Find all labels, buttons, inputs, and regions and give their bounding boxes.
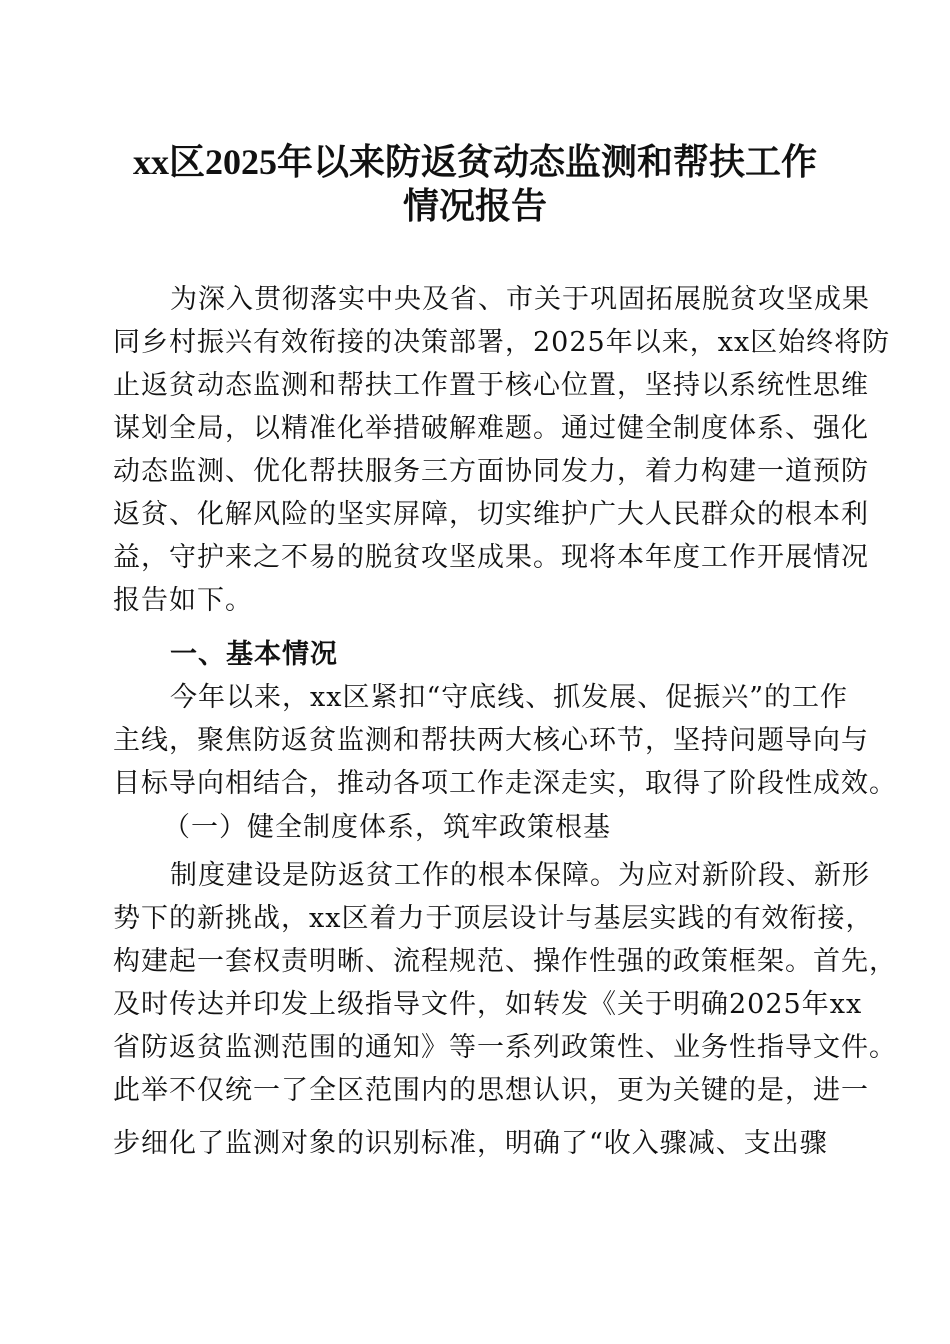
- subsection-heading: （一）健全制度体系，筑牢政策根基: [163, 812, 611, 843]
- text-line: 制度建设是防返贫工作的根本保障。为应对新阶段、新形: [170, 860, 870, 891]
- text-line: 止返贫动态监测和帮扶工作置于核心位置，坚持以系统性思维: [113, 370, 869, 401]
- text-line: 势下的新挑战，xx区着力于顶层设计与基层实践的有效衔接，: [113, 903, 874, 934]
- text-line: 主线，聚焦防返贫监测和帮扶两大核心环节，坚持问题导向与: [113, 725, 869, 756]
- text-line: 同乡村振兴有效衔接的决策部署，2025年以来，xx区始终将防: [113, 327, 891, 358]
- document-title-line-2: 情况报告: [402, 186, 547, 226]
- text-line: 步细化了监测对象的识别标准，明确了“收入骤减、支出骤: [113, 1128, 828, 1159]
- text-line: 此举不仅统一了全区范围内的思想认识，更为关键的是，进一: [113, 1075, 869, 1106]
- text-line: 构建起一套权责明晰、流程规范、操作性强的政策框架。首先，: [113, 946, 897, 977]
- text-line: 今年以来，xx区紧扣“守底线、抓发展、促振兴”的工作: [170, 682, 849, 713]
- text-line: 动态监测、优化帮扶服务三方面协同发力，着力构建一道预防: [113, 456, 869, 487]
- text-line: 益，守护来之不易的脱贫攻坚成果。现将本年度工作开展情况: [113, 542, 869, 573]
- text-line: 及时传达并印发上级指导文件，如转发《关于明确2025年xx: [113, 989, 863, 1020]
- section-heading: 一、基本情况: [170, 639, 338, 670]
- text-line: 谋划全局，以精准化举措破解难题。通过健全制度体系、强化: [113, 413, 869, 444]
- text-line: 为深入贯彻落实中央及省、市关于巩固拓展脱贫攻坚成果: [170, 284, 870, 315]
- text-line: 省防返贫监测范围的通知》等一系列政策性、业务性指导文件。: [113, 1032, 897, 1063]
- document-title-line-1: xx区2025年以来防返贫动态监测和帮扶工作: [132, 142, 817, 182]
- text-line: 报告如下。: [113, 585, 253, 616]
- text-line: 目标导向相结合，推动各项工作走深走实，取得了阶段性成效。: [113, 768, 897, 799]
- text-line: 返贫、化解风险的坚实屏障，切实维护广大人民群众的根本利: [113, 499, 869, 530]
